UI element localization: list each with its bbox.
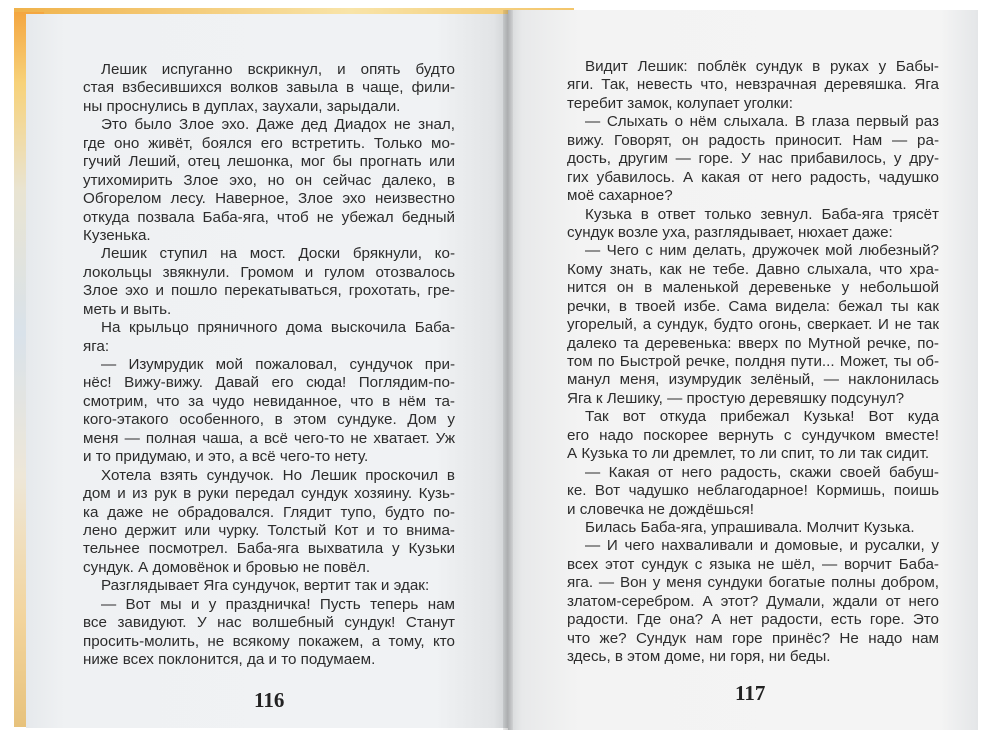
paragraph — [83, 356, 455, 467]
text-line: Кузенька. — [83, 226, 151, 244]
text-line: ниже всех поклонится, да и то подумаем. — [83, 651, 376, 668]
text-line: смотрим, что за чудо невиданное, что в нём та- — [83, 392, 455, 410]
text-line: кого-этакого особенного, в этом сундуке. Дом у — [83, 411, 455, 429]
text-line: Обгорелом лесу. Наверное, Злое эхо неизвестно — [83, 190, 455, 208]
text-line: Кузька в ответ только зевнул. Баба-яга трясёт — [585, 205, 939, 223]
text-line: нится он в маленькой деревеньке у небольшой — [567, 279, 939, 297]
page-text — [83, 61, 455, 669]
text-line: всех этот сундук с языка не шёл, — ворчит Баба- — [567, 555, 939, 573]
paragraph — [567, 464, 939, 519]
paragraph — [83, 577, 455, 595]
text-line: здесь, в этом доме, ни горя, ни беды. — [567, 648, 831, 665]
text-line: яга. — Вон у меня сундуки богатые полны добром, — [567, 574, 939, 592]
text-line: его надо поскорее вернуть с сундучком вместе! — [567, 426, 939, 444]
text-line: — Чего с ним делать, дружочек мой любезный? — [585, 242, 939, 260]
text-line: меня — полная чаша, а всё чего-то не хватает. Уж — [83, 429, 455, 447]
text-line: просить-молить, не всякому покажем, а тому, кто — [83, 632, 455, 650]
text-line: — И чего нахваливали и домовые, и русалки, у — [585, 537, 939, 555]
text-line: — Изумрудик мой пожаловал, сундучок при- — [101, 356, 455, 373]
paragraph — [567, 58, 939, 113]
text-line: Лешик испуганно вскрикнул, и опять будто — [101, 61, 455, 78]
text-line: ны проснулись в дуплах, заухали, зарыдали. — [83, 97, 401, 115]
paragraph — [567, 408, 939, 463]
text-line: На крыльцо пряничного дома выскочила Баба- — [101, 319, 455, 337]
text-line: — Вот мы и у праздничка! Пусть теперь нам — [101, 595, 455, 613]
text-line: гих убавилось. А какая от него радость, чадушко — [567, 168, 939, 186]
text-line: угорелый, а сундук, будто огонь, сверкает. И не так — [567, 316, 939, 334]
right-page — [508, 10, 978, 730]
text-line: гучий Леший, отец лешонка, мог бы прогнать или — [83, 153, 455, 171]
paragraph — [567, 242, 939, 408]
text-line: яга: — [83, 337, 110, 355]
text-line: локольцы звякнули. Громом и гулом отозвалось — [83, 263, 455, 281]
text-line: Хотела взять сундучок. Но Лешик проскочил в — [101, 466, 455, 484]
text-line: — Слыхать о нём слыхала. В глаза первый раз — [585, 113, 939, 131]
page-number: 117 — [735, 681, 766, 705]
text-line: стая взбесившихся волков завыла в чаще, фили- — [83, 79, 455, 97]
text-line: далеко та деревенька: вверх по Мутной речке, по- — [567, 334, 939, 352]
book-spine — [503, 10, 513, 730]
paragraph — [83, 245, 455, 319]
text-line: сундук возле уха, разглядывает, нюхает даже: — [567, 223, 893, 241]
text-line: моё сахарное? — [567, 187, 673, 205]
text-line: том по Быстрой речке, полдня пути... Может, ты об- — [567, 353, 939, 370]
text-line: Это было Злое эхо. Даже дед Диадох не знал, — [101, 116, 455, 134]
text-line: откуда позвала Баба-яга, чтоб не убежал бедный — [83, 208, 455, 226]
text-line: Злое эхо и пошло перекатываться, грохотать, гре- — [83, 282, 455, 300]
text-line: меть и выть. — [83, 300, 172, 318]
paragraph — [567, 113, 939, 205]
text-line: ка даже не обрадовался. Глядит тупо, будто по- — [83, 503, 455, 521]
paragraph — [567, 537, 939, 666]
text-line: Кому знать, как не тебе. Давно слыхала, что хра- — [567, 260, 939, 278]
text-line: Яга к Лешику, — простую деревяшку подсунул? — [567, 389, 905, 407]
page-text — [567, 58, 939, 666]
text-line: все завидуют. У нас волшебный сундук! Станут — [83, 614, 455, 632]
text-line: сундук. А домовёнок и бровью не повёл. — [83, 558, 371, 576]
text-line: теребит замок, колупает уголки: — [567, 94, 793, 112]
text-line: и то придумаю, и это, а всё чего-то нету. — [83, 448, 369, 466]
text-line: где оно живёт, боялся его встретить. Только мо- — [83, 134, 455, 152]
text-line: Видит Лешик: поблёк сундук в руках у Бабы- — [585, 58, 939, 75]
text-line: дость, другим — горе. У нас прибавилось, у дру- — [567, 150, 939, 168]
text-line: яги. Так, невесть что, невзрачная деревяшка. Яга — [567, 76, 939, 94]
text-line: нёс! Вижу-вижу. Давай его сюда! Поглядим-по- — [83, 374, 455, 392]
paragraph — [83, 596, 455, 670]
text-line: что же? Сундук нам горе принёс? Не надо нам — [567, 629, 939, 647]
text-line: утихомирить Злое эхо, но он сейчас далеко, в — [83, 171, 455, 189]
text-line: и словечка не дождёшься! — [567, 500, 754, 518]
text-line: Билась Баба-яга, упрашивала. Молчит Кузька. — [585, 518, 915, 536]
text-line: манул меня, изумрудик зелёный, — наклонилась — [567, 371, 939, 389]
text-line: радости. Где она? А нет радости, есть горе. Это — [567, 611, 939, 629]
left-page — [26, 14, 508, 728]
text-line: — Какая от него радость, скажи своей бабуш- — [585, 463, 939, 481]
text-line: А Кузька то ли дремлет, то ли спит, то ли так сидит. — [567, 445, 930, 463]
text-line: Лешик ступил на мост. Доски брякнули, ко- — [101, 245, 455, 263]
text-line: златом-серебром. А этот? Думали, ждали от него — [567, 592, 939, 610]
paragraph — [567, 206, 939, 243]
paragraph — [567, 519, 939, 537]
paragraph — [83, 467, 455, 578]
text-line: лено держит или чурку. Толстый Кот и то внима- — [83, 521, 455, 539]
page-number: 116 — [254, 688, 285, 712]
text-line: тельнее посмотрел. Баба-яга выхватила у Кузьки — [83, 540, 455, 558]
paragraph — [83, 116, 455, 245]
text-line: ке. Вот чадушко неблагодарное! Кормишь, поишь — [567, 482, 939, 500]
text-line: дом и из рук в руки передал сундук хозяину. Кузь- — [83, 485, 455, 503]
paragraph — [83, 319, 455, 356]
text-line: Разглядывает Яга сундучок, вертит так и эдак: — [101, 577, 430, 595]
paragraph — [83, 61, 455, 116]
text-line: вижу. Говорят, он радость приносит. Нам — ра- — [567, 131, 939, 149]
text-line: Так вот откуда прибежал Кузька! Вот куда — [585, 408, 939, 426]
text-line: речки, в твоей избе. Сама видела: бежал ты как — [567, 297, 939, 315]
